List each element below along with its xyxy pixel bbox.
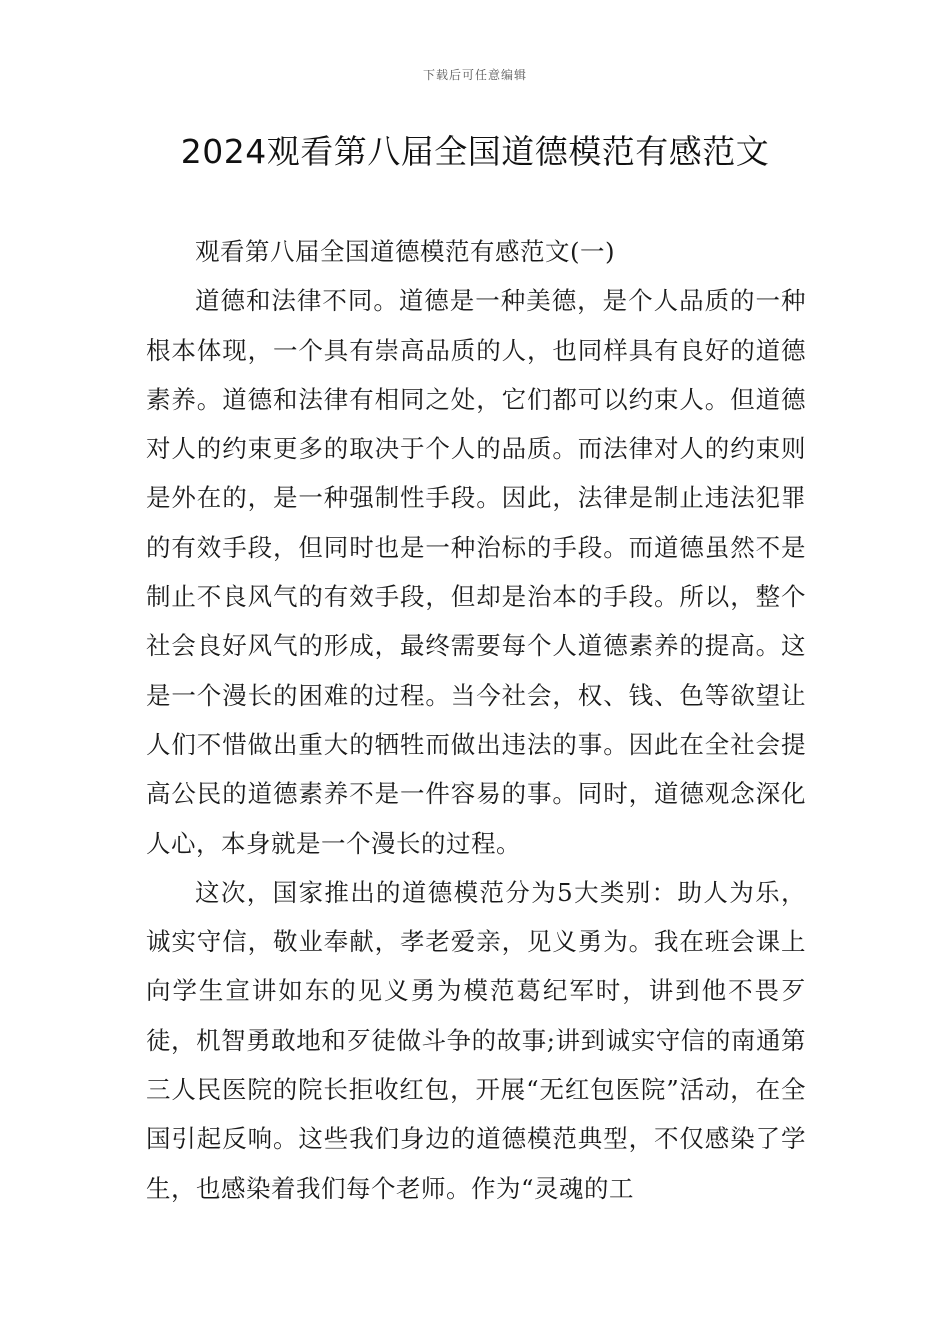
document-body [146, 227, 806, 1213]
paragraph: 这次，国家推出的道德模范分为5大类别：助人为乐，诚实守信，敬业奉献，孝老爱亲，见义勇为。我在班会课上向学生宣讲如东的见义勇为模范葛纪军时，讲到他不畏歹徒，机智勇敢地和歹徒做斗争的故事;讲到诚实守信的南通第三人民医院的院长拒收红包，开展“无红包医院”活动，在全国引起反响。这些我们身边的道德模范典型，不仅感染了学生，也感染着我们每个老师。作为“灵魂的工 [146, 877, 806, 1203]
document-title: 2024观看第八届全国道德模范有感范文 [180, 132, 770, 171]
paragraph: 道德和法律不同。道德是一种美德，是个人品质的一种根本体现，一个具有崇高品质的人，也同样具有良好的道德素养。道德和法律有相同之处，它们都可以约束人。但道德对人的约束更多的取决于个人的品质。而法律对人的约束则是外在的，是一种强制性手段。因此，法律是制止违法犯罪的有效手段，但同时也是一种治标的手段。而道德虽然不是制止不良风气的有效手段，但却是治本的手段。所以，整个社会良好风气的形成，最终需要每个人道德素养的提高。这是一个漫长的困难的过程。当今社会，权、钱、色等欲望让人们不惜做出重大的牺牲而做出违法的事。因此在全社会提高公民的道德素养不是一件容易的事。同时，道德观念深化人心，本身就是一个漫长的过程。 [146, 286, 806, 858]
section-heading: 观看第八届全国道德模范有感范文(一) [195, 237, 616, 266]
header-note: 下载后可任意编辑 [422, 68, 527, 82]
